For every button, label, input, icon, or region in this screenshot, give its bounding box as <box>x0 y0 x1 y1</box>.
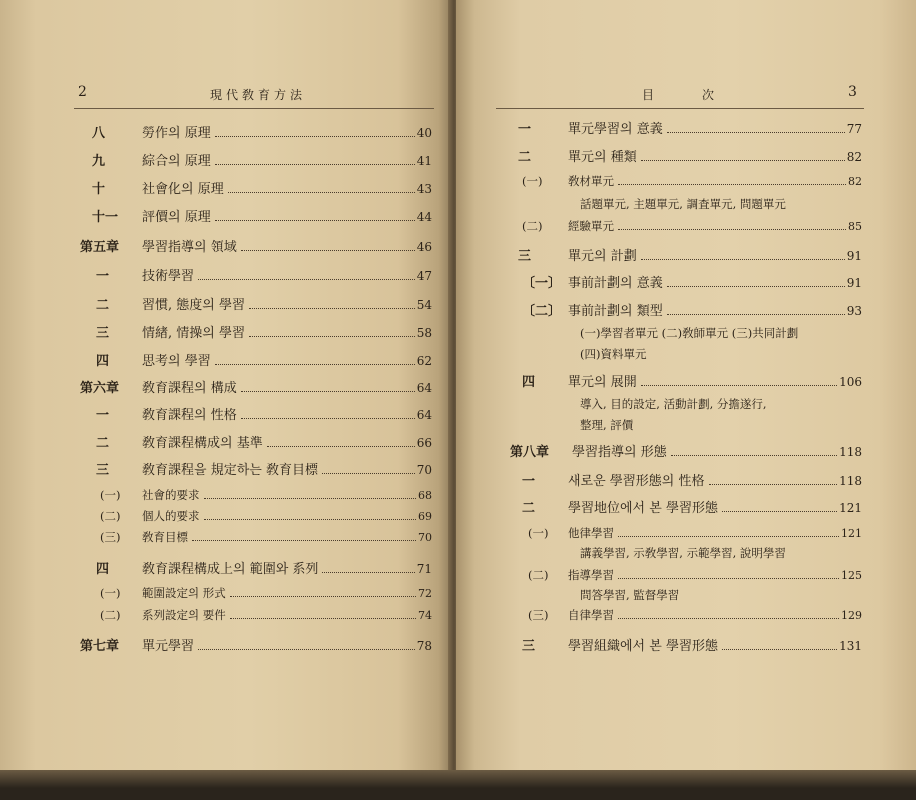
dot-leader <box>322 572 414 573</box>
subtopic-line: 講義學習, 示敎學習, 示範學習, 說明學習 <box>580 546 786 560</box>
entry-number: 三 <box>518 249 532 264</box>
running-head-left: 目 <box>642 88 659 102</box>
entry-page: 118 <box>839 474 862 488</box>
entry-title: 敎育課程의 構成 <box>142 381 237 396</box>
toc-entry <box>96 459 432 478</box>
entry-title: 指導學習 <box>568 568 614 582</box>
toc-subentry <box>522 218 862 234</box>
toc-subentry <box>100 508 432 524</box>
entry-number: 十一 <box>92 210 119 225</box>
entry-title: 敎材單元 <box>568 174 614 188</box>
entry-number: 一 <box>96 269 110 284</box>
entry-title: 事前計劃의 意義 <box>568 276 663 291</box>
subtopic-line: (一)學習者單元 (二)敎師單元 (三)共同計劃 <box>580 326 799 340</box>
entry-number: (一) <box>522 174 543 188</box>
dot-leader <box>215 364 415 365</box>
entry-page: 74 <box>418 609 432 622</box>
entry-title: 事前計劃의 類型 <box>568 304 663 319</box>
toc-entry <box>92 122 432 141</box>
entry-number: 二 <box>522 501 536 516</box>
subtopic-line: (四)資料單元 <box>580 347 647 361</box>
toc-chapter <box>80 377 432 396</box>
entry-number: (二) <box>100 608 121 622</box>
toc-entry <box>92 178 432 197</box>
header-rule <box>74 108 434 109</box>
dot-leader <box>667 286 845 287</box>
dot-leader <box>249 308 415 309</box>
dot-leader <box>215 136 415 137</box>
entry-page: 121 <box>841 527 862 540</box>
entry-page: 47 <box>416 269 432 283</box>
dot-leader <box>641 385 837 386</box>
entry-number: 一 <box>522 474 536 489</box>
entry-page: 91 <box>846 249 862 263</box>
entry-title: 學習組織에서 본 學習形態 <box>568 639 718 654</box>
header-rule <box>496 108 864 109</box>
dot-leader <box>641 259 845 260</box>
entry-number: 三 <box>96 463 110 478</box>
entry-title: 敎育課程을 規定하는 敎育目標 <box>142 463 318 478</box>
dot-leader <box>267 446 415 447</box>
dot-leader <box>722 511 837 512</box>
dot-leader <box>641 160 845 161</box>
entry-number: 一 <box>96 408 110 423</box>
entry-number: 二 <box>96 436 110 451</box>
dot-leader <box>618 618 839 619</box>
dot-leader <box>667 132 845 133</box>
right-page <box>456 0 916 782</box>
toc-subentry <box>522 272 862 291</box>
toc-subentry <box>528 525 862 541</box>
entry-number: 三 <box>522 639 536 654</box>
subtopic-line: 整理, 評價 <box>580 418 634 432</box>
entry-title: 個人的要求 <box>142 509 200 523</box>
entry-title: 單元의 種類 <box>568 150 637 165</box>
entry-title: 範圍設定의 形式 <box>142 586 226 600</box>
entry-number: (二) <box>100 509 121 523</box>
entry-page: 64 <box>416 408 432 422</box>
toc-subentry <box>528 567 862 583</box>
toc-entry <box>518 118 862 137</box>
dot-leader <box>204 498 417 499</box>
entry-title: 敎育課程構成上의 範圍와 系列 <box>142 562 319 577</box>
running-head-right: 次 <box>702 88 719 102</box>
entry-number: 〔二〕 <box>522 304 562 319</box>
entry-page: 54 <box>416 298 432 312</box>
entry-page: 129 <box>841 609 862 622</box>
entry-page: 70 <box>416 463 432 477</box>
dot-leader <box>618 536 839 537</box>
entry-number: (二) <box>528 568 549 582</box>
entry-title: 評價의 原理 <box>142 210 211 225</box>
toc-subentry <box>522 300 862 319</box>
subtopic-line: 導入, 目的設定, 活動計劃, 分擔遂行, <box>580 397 767 411</box>
toc-entry <box>96 322 432 341</box>
toc-chapter <box>80 635 432 654</box>
entry-title: 勞作의 原理 <box>142 126 211 141</box>
entry-number: (三) <box>100 530 121 544</box>
dot-leader <box>667 314 845 315</box>
toc-entry <box>522 635 862 654</box>
entry-title: 單元學習 <box>142 639 195 654</box>
toc-entry <box>518 146 862 165</box>
entry-page: 64 <box>416 381 432 395</box>
toc-chapter <box>510 441 862 460</box>
entry-page: 82 <box>846 150 862 164</box>
entry-number: (一) <box>100 586 121 600</box>
entry-number: 四 <box>96 562 110 577</box>
dot-leader <box>230 618 416 619</box>
dot-leader <box>228 192 415 193</box>
entry-title: 經驗單元 <box>568 219 614 233</box>
entry-page: 77 <box>846 122 862 136</box>
entry-page: 71 <box>416 562 432 576</box>
running-head: 現代敎育方法 <box>210 88 307 102</box>
entry-title: 새로운 學習形態의 性格 <box>568 474 705 489</box>
toc-chapter <box>80 236 432 255</box>
dot-leader <box>192 540 416 541</box>
entry-page: 85 <box>848 220 862 233</box>
entry-title: 學習指導의 領域 <box>142 240 237 255</box>
page-number: 2 <box>78 84 87 100</box>
entry-number: (三) <box>528 608 549 622</box>
toc-subentry <box>528 607 862 623</box>
toc-entry <box>96 265 432 284</box>
dot-leader <box>618 184 846 185</box>
entry-page: 58 <box>416 326 432 340</box>
entry-page: 82 <box>848 175 862 188</box>
entry-page: 66 <box>416 436 432 450</box>
toc-entry <box>96 432 432 451</box>
dot-leader <box>618 578 839 579</box>
toc-entry <box>522 470 862 489</box>
entry-title: 思考의 學習 <box>142 354 211 369</box>
dot-leader <box>198 279 415 280</box>
entry-title: 技術學習 <box>142 269 195 284</box>
entry-title: 習慣, 態度의 學習 <box>142 298 245 313</box>
toc-subentry <box>100 529 432 545</box>
entry-number: (二) <box>522 219 543 233</box>
page-number: 3 <box>848 84 857 100</box>
entry-title: 敎育目標 <box>142 530 188 544</box>
dot-leader <box>241 250 415 251</box>
bottom-shadow <box>0 770 916 800</box>
dot-leader <box>241 391 415 392</box>
chapter-number: 第七章 <box>80 639 120 654</box>
entry-title: 敎育課程의 性格 <box>142 408 237 423</box>
entry-title: 綜合의 原理 <box>142 154 211 169</box>
entry-page: 131 <box>839 639 862 653</box>
dot-leader <box>198 649 415 650</box>
entry-number: (一) <box>100 488 121 502</box>
entry-title: 自律學習 <box>568 608 614 622</box>
entry-number: 二 <box>518 150 532 165</box>
dot-leader <box>322 473 415 474</box>
entry-page: 43 <box>416 182 432 196</box>
dot-leader <box>230 596 416 597</box>
entry-page: 78 <box>416 639 432 653</box>
dot-leader <box>215 164 415 165</box>
chapter-number: 第五章 <box>80 240 120 255</box>
entry-number: 二 <box>96 298 110 313</box>
entry-page: 41 <box>416 154 432 168</box>
entry-page: 40 <box>416 126 432 140</box>
dot-leader <box>618 229 846 230</box>
entry-page: 91 <box>846 276 862 290</box>
chapter-number: 第六章 <box>80 381 120 396</box>
entry-page: 118 <box>839 445 862 459</box>
entry-number: 三 <box>96 326 110 341</box>
dot-leader <box>722 649 837 650</box>
toc-subentry <box>100 487 432 503</box>
entry-number: 九 <box>92 154 106 169</box>
entry-number: 四 <box>522 375 536 390</box>
dot-leader <box>204 519 417 520</box>
toc-entry <box>518 245 862 264</box>
toc-entry <box>96 404 432 423</box>
entry-number: 八 <box>92 126 106 141</box>
entry-page: 44 <box>416 210 432 224</box>
entry-number: (一) <box>528 526 549 540</box>
entry-number: 四 <box>96 354 110 369</box>
entry-title: 社會化의 原理 <box>142 182 224 197</box>
toc-entry <box>96 558 432 577</box>
entry-page: 69 <box>418 510 432 523</box>
toc-entry <box>92 206 432 225</box>
entry-number: 一 <box>518 122 532 137</box>
entry-page: 93 <box>846 304 862 318</box>
entry-page: 62 <box>416 354 432 368</box>
entry-title: 單元의 計劃 <box>568 249 637 264</box>
entry-title: 學習地位에서 본 學習形態 <box>568 501 718 516</box>
dot-leader <box>249 336 415 337</box>
entry-title: 社會的要求 <box>142 488 200 502</box>
left-page <box>0 0 452 782</box>
entry-page: 70 <box>418 531 432 544</box>
dot-leader <box>241 418 415 419</box>
entry-title: 學習指導의 形態 <box>572 445 667 460</box>
entry-title: 情緖, 情操의 學習 <box>142 326 245 341</box>
entry-page: 46 <box>416 240 432 254</box>
toc-entry <box>522 371 862 390</box>
toc-entry <box>522 497 862 516</box>
entry-page: 121 <box>839 501 862 515</box>
subtopic-line: 問答學習, 監督學習 <box>580 588 680 602</box>
entry-title: 敎育課程構成의 基準 <box>142 436 263 451</box>
dot-leader <box>671 455 837 456</box>
toc-subentry <box>522 173 862 189</box>
entry-title: 單元의 展開 <box>568 375 637 390</box>
entry-page: 68 <box>418 489 432 502</box>
entry-page: 125 <box>841 569 862 582</box>
entry-number: 十 <box>92 182 106 197</box>
toc-entry <box>96 294 432 313</box>
toc-entry <box>92 150 432 169</box>
entry-title: 單元學習의 意義 <box>568 122 663 137</box>
entry-title: 他律學習 <box>568 526 614 540</box>
toc-subentry <box>100 585 432 601</box>
subtopic-line: 話題單元, 主題單元, 調査單元, 問題單元 <box>580 197 786 211</box>
chapter-number: 第八章 <box>510 445 550 460</box>
entry-page: 106 <box>839 375 862 389</box>
entry-page: 72 <box>418 587 432 600</box>
entry-title: 系列設定의 要件 <box>142 608 226 622</box>
dot-leader <box>215 220 415 221</box>
dot-leader <box>709 484 838 485</box>
entry-number: 〔一〕 <box>522 276 562 291</box>
toc-subentry <box>100 607 432 623</box>
toc-entry <box>96 350 432 369</box>
